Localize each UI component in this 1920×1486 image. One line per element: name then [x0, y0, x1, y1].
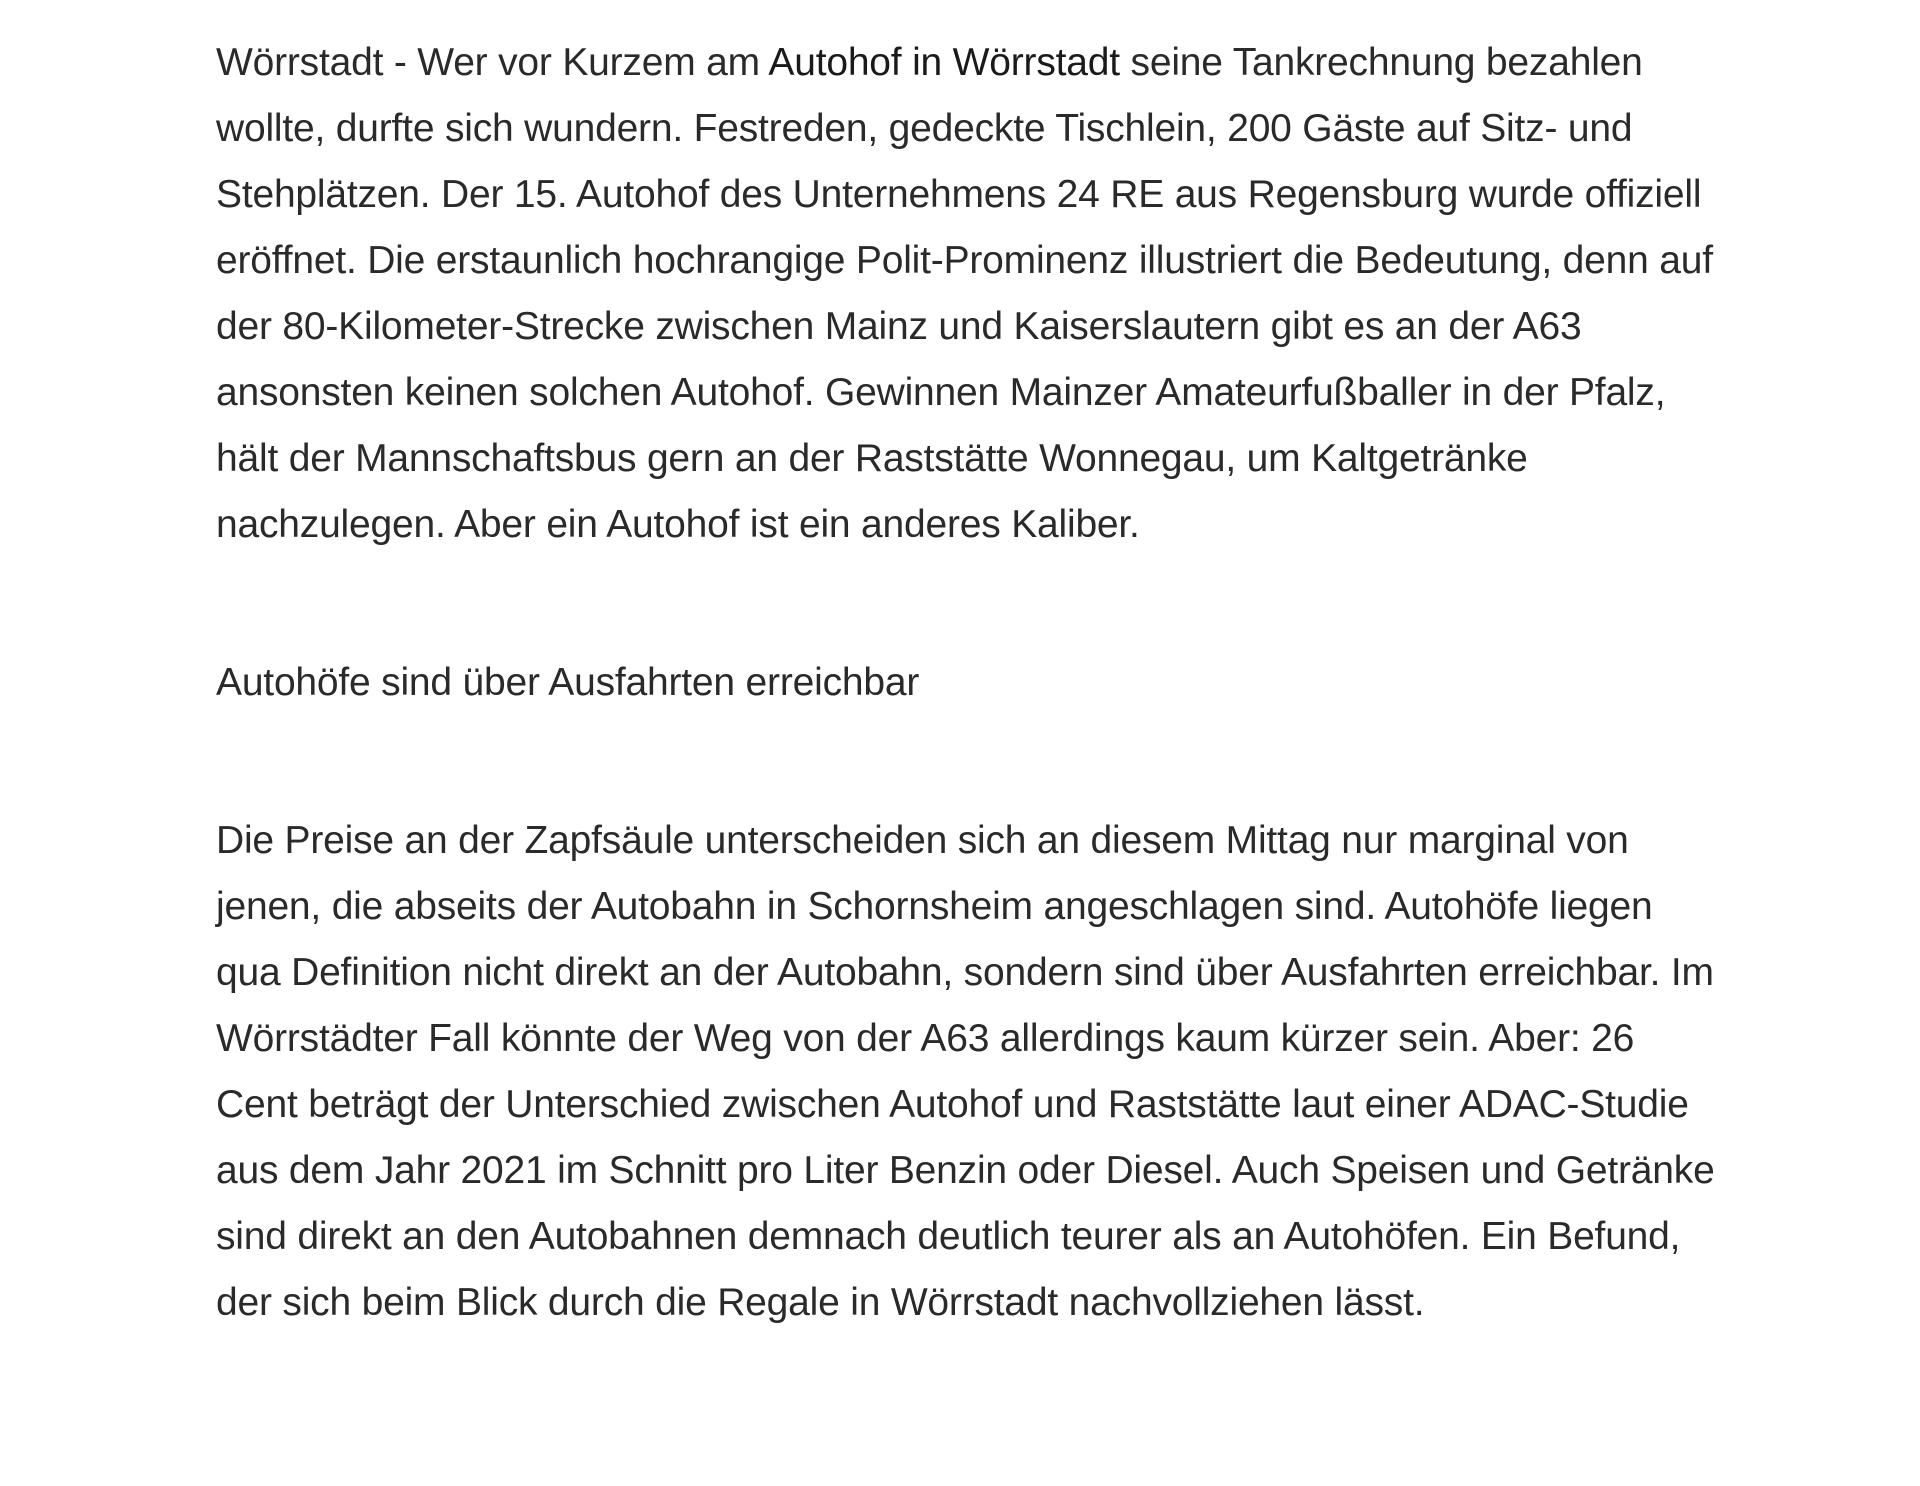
article-paragraph-intro — [216, 30, 1726, 558]
section-spacer — [216, 558, 1726, 650]
section-subheading: Autohöfe sind über Ausfahrten erreichbar — [216, 661, 920, 704]
article-paragraph-prices: Die Preise an der Zapfsäule unterscheiden sich an diesem Mittag nur marginal von jenen, die abseits der Autobahn in Schornsheim angeschlagen sind. Autohöfe liegen qua Definition nicht direkt an der Autobahn, sondern sind über Ausfahrten erreichbar. Im Wörrstädter Fall könnte der Weg von der A63 allerdings kaum kürzer sein. Aber: 26 Cent beträgt der Unterschied zwischen Autohof und Raststätte laut einer ADAC-Studie aus dem Jahr 2021 im Schnitt pro Liter Benzin oder Diesel. Auch Speisen und Getränke sind direkt an den Autobahnen demnach deutlich teurer als an Autohöfen. Ein Befund, der sich beim Blick durch die Regale in Wörrstadt nachvollziehen lässt. — [216, 819, 1715, 1324]
article-body — [216, 30, 1726, 1336]
autohof-woerrstadt-link[interactable]: Autohof in Wörrstadt — [768, 41, 1120, 84]
paragraph-text-after-link: seine Tankrechnung bezahlen wollte, durfte sich wundern. Festreden, gedeckte Tischlein, 200 Gäste auf Sitz- und Stehplätzen. Der 15. Autohof des Unternehmens 24 RE aus Regensburg wurde offiziell eröffnet. Die erstaunlich hochrangige Polit-Prominenz illustriert die Bedeutung, denn auf der 80-Kilometer-Strecke zwischen Mainz und Kaiserslautern gibt es an der A63 ansonsten keinen solchen Autohof. Gewinnen Mainzer Amateurfußballer in der Pfalz, hält der Mannschaftsbus gern an der Raststätte Wonnegau, um Kaltgetränke nachzulegen. Aber ein Autohof ist ein anderes Kaliber. — [216, 41, 1713, 546]
section-spacer — [216, 716, 1726, 808]
paragraph-text-before-link: Wörrstadt - Wer vor Kurzem am — [216, 41, 769, 84]
